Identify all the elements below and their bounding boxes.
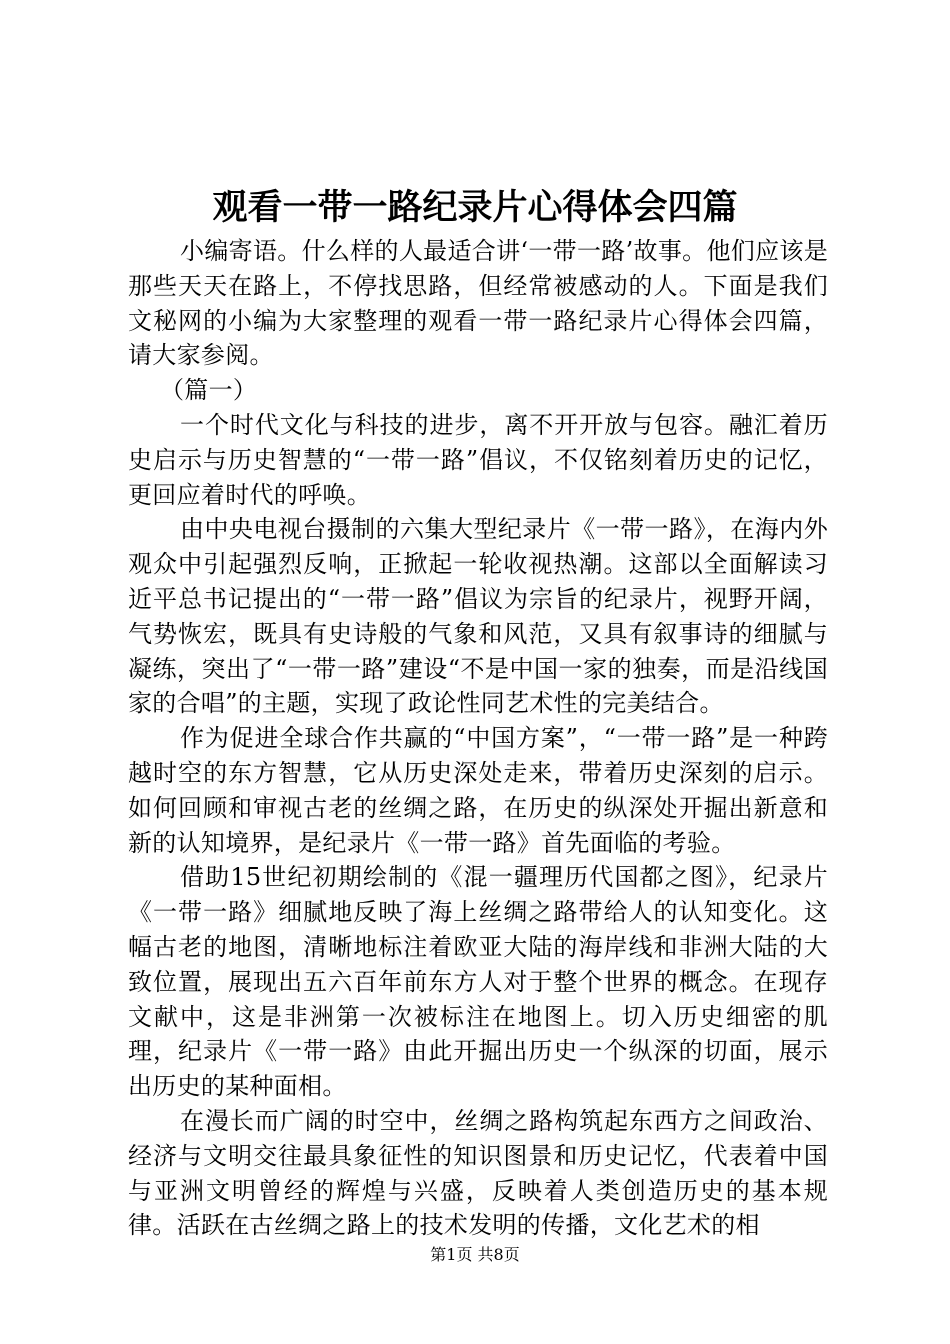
paragraph: 作为促进全球合作共赢的“中国方案”，“一带一路”是一种跨越时空的东方智慧，它从历史深处走来，带着历史深刻的启示。如何回顾和审视古老的丝绸之路，在历史的纵深处开掘出新意和新的认知境界，是纪录片《一带一路》首先面临的考验。 (128, 724, 828, 857)
paragraph-intro: 小编寄语。什么样的人最适合讲‘一带一路’故事。他们应该是那些天天在路上，不停找思路，但经常被感动的人。下面是我们文秘网的小编为大家整理的观看一带一路纪录片心得体会四篇，请大家参阅。 (128, 237, 828, 370)
document-body (128, 234, 828, 1243)
paragraph: 借助15世纪初期绘制的《混一疆理历代国都之图》，纪录片《一带一路》细腻地反映了海上丝绸之路带给人的认知变化。这幅古老的地图，清晰地标注着欧亚大陆的海岸线和非洲大陆的大致位置，展现出五六百年前东方人对于整个世界的概念。在现存文献中，这是非洲第一次被标注在地图上。切入历史细密的肌理，纪录片《一带一路》由此开掘出历史一个纵深的切面，展示出历史的某种面相。 (128, 863, 828, 1101)
page-number-footer: 第1页 共8页 (430, 1245, 520, 1264)
paragraph: 在漫长而广阔的时空中，丝绸之路构筑起东西方之间政治、经济与文明交往最具象征性的知识图景和历史记忆，代表着中国与亚洲文明曾经的辉煌与兴盛，反映着人类创造历史的基本规律。活跃在古丝绸之路上的技术发明的传播，文化艺术的相 (128, 1106, 828, 1240)
paragraph: 一个时代文化与科技的进步，离不开开放与包容。融汇着历史启示与历史智慧的“一带一路”倡议，不仅铭刻着历史的记忆，更回应着时代的呼唤。 (128, 410, 828, 509)
paragraph: 由中央电视台摄制的六集大型纪录片《一带一路》，在海内外观众中引起强烈反响，正掀起一轮收视热潮。这部以全面解读习近平总书记提出的“一带一路”倡议为宗旨的纪录片，视野开阔，气势恢宏，既具有史诗般的气象和风范，又具有叙事诗的细腻与凝练，突出了“一带一路”建设“不是中国一家的独奏，而是沿线国家的合唱”的主题，实现了政论性同艺术性的完美结合。 (128, 515, 828, 718)
section-label-part-one: （篇一） (160, 376, 258, 405)
document-title: 观看一带一路纪录片心得体会四篇 (212, 187, 738, 228)
